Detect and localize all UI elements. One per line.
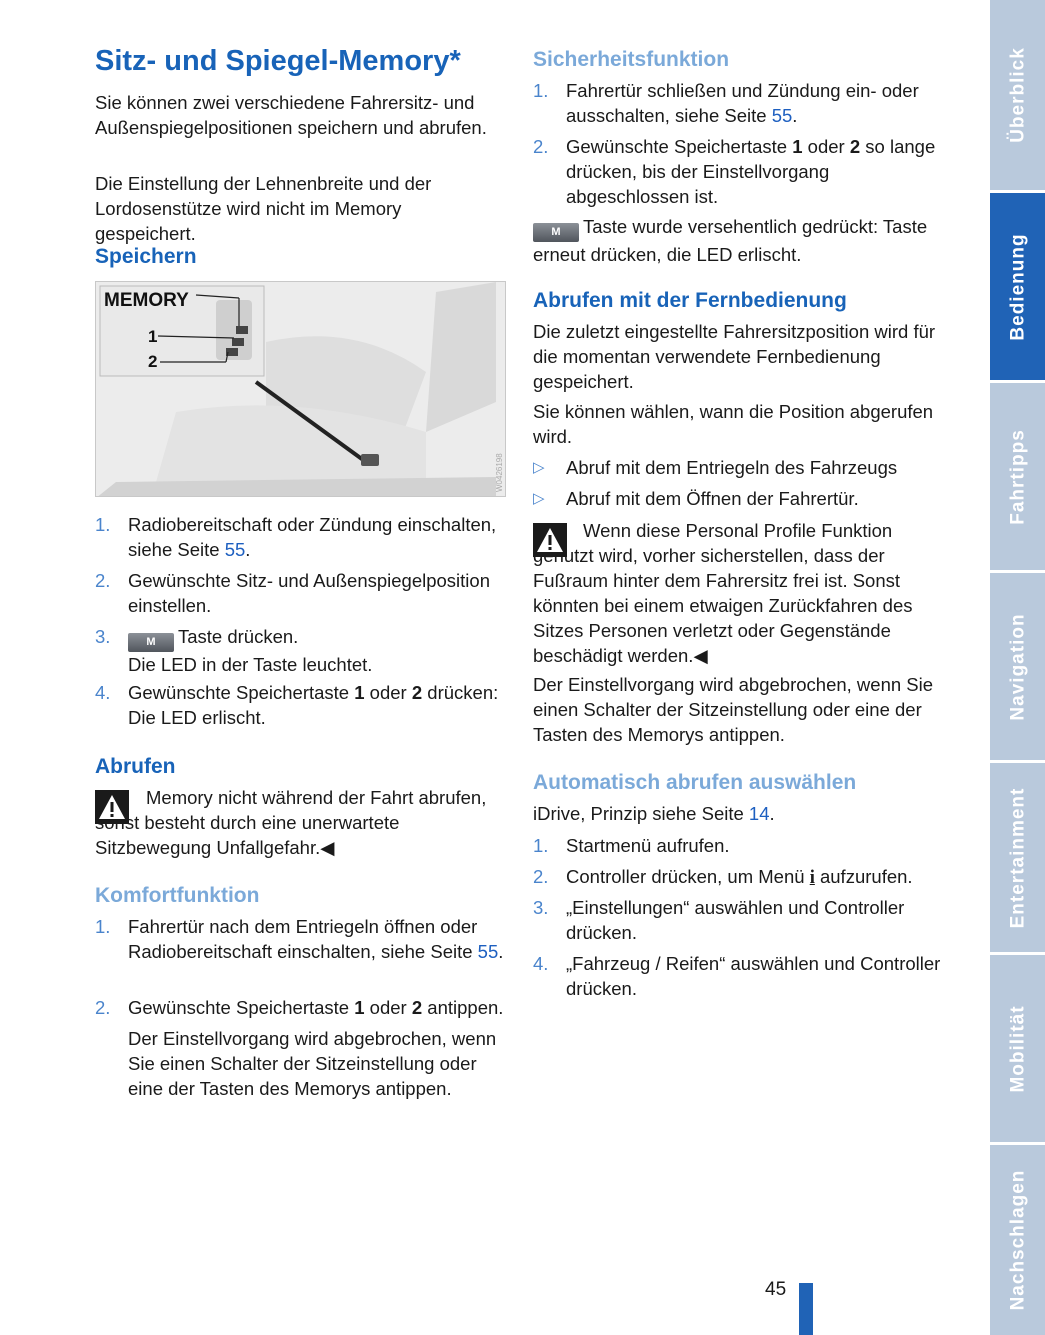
list-item: 1. Radiobereitschaft oder Zündung einschalten, siehe Seite 55.: [95, 514, 497, 560]
fern-paragraph-1: Die zuletzt eingestellte Fahrersitzposition wird für die momentan verwendete Fernbedienung gespeichert.: [533, 321, 936, 392]
intro-paragraph-2: Die Einstellung der Lehnenbreite und der Lordosenstütze wird nicht im Memory gespeichert.: [95, 173, 432, 244]
memory-label: MEMORY: [104, 290, 189, 311]
page-title: Sitz- und Spiegel-Memory*: [95, 45, 461, 77]
label-2: 2: [148, 352, 158, 371]
list-item: ▷ Abruf mit dem Entriegeln des Fahrzeugs: [533, 457, 898, 478]
tab-entertainment[interactable]: Entertainment: [990, 763, 1045, 955]
komfort-heading: Komfortfunktion: [95, 884, 260, 907]
list-item: 4. Gewünschte Speichertaste 1 oder 2 drücken: Die LED erlischt.: [95, 682, 499, 728]
list-item: 2. Gewünschte Speichertaste 1 oder 2 antippen. Der Einstellvorgang wird abgebrochen, wenn Sie einen Schalter der Sitzeinstellung oder eine der Tasten des Memorys antippen.: [95, 997, 504, 1099]
page-number: 45: [765, 1279, 787, 1300]
intro-paragraph-1: Sie können zwei verschiedene Fahrersitz- und Außenspiegelpositionen speichern und abrufen.: [95, 92, 487, 138]
page-marker-bar: [799, 1283, 813, 1335]
list-item: 3. „Einstellungen“ auswählen und Controller drücken.: [533, 897, 905, 943]
fern-paragraph-2: Sie können wählen, wann die Position abgerufen wird.: [533, 401, 934, 447]
list-item: 1. Startmenü aufrufen.: [533, 835, 730, 856]
list-item: 2. Controller drücken, um Menü i aufzurufen.: [533, 866, 913, 888]
tab-ueberblick[interactable]: Überblick: [990, 0, 1045, 193]
tab-bedienung[interactable]: Bedienung: [990, 193, 1045, 383]
label-1: 1: [148, 327, 158, 346]
bullet-arrow-icon: ▷: [533, 490, 545, 507]
list-item: ▷ Abruf mit dem Öffnen der Fahrertür.: [533, 488, 859, 509]
list-item: 2. Gewünschte Sitz- und Außenspiegelposition einstellen.: [95, 570, 490, 616]
list-item: 1. Fahrertür nach dem Entriegeln öffnen oder Radiobereitschaft einschalten, siehe Seite 55.: [95, 916, 504, 962]
bullet-arrow-icon: ▷: [533, 459, 545, 476]
memory-key-icon: M: [128, 633, 174, 652]
fernbedienung-heading: Abrufen mit der Fernbedienung: [533, 289, 847, 312]
sicherheit-note: M Taste wurde versehentlich gedrückt: Taste erneut drücken, die LED erlischt.: [533, 216, 928, 265]
tab-mobilitaet[interactable]: Mobilität: [990, 955, 1045, 1145]
list-item: 2. Gewünschte Speichertaste 1 oder 2 so lange drücken, bis der Einstellvorgang abgeschlossen ist.: [533, 136, 936, 207]
tab-fahrtipps[interactable]: Fahrtipps: [990, 383, 1045, 573]
list-item: 1. Fahrertür schließen und Zündung ein- oder ausschalten, siehe Seite 55.: [533, 80, 919, 126]
speichern-heading: Speichern: [95, 245, 197, 268]
auto-intro: iDrive, Prinzip siehe Seite 14.: [533, 803, 775, 824]
fern-paragraph-3: Der Einstellvorgang wird abgebrochen, wenn Sie einen Schalter der Sitzeinstellung oder eine der Tasten des Memorys antippen.: [533, 674, 934, 745]
list-item: 4. „Fahrzeug / Reifen“ auswählen und Controller drücken.: [533, 953, 941, 999]
seat-memory-figure: [95, 281, 506, 497]
seat-illustration: [96, 282, 506, 497]
chapter-sidebar: [990, 0, 1045, 1335]
memory-key-icon: M: [533, 223, 579, 242]
list-item: 3. M Taste drücken. Die LED in der Taste leuchtet.: [95, 626, 373, 675]
tab-nachschlagen[interactable]: Nachschlagen: [990, 1145, 1045, 1335]
abrufen-warning-text: Memory nicht während der Fahrt abrufen, sonst besteht durch eine unerwartete Sitzbewegung Unfallgefahr.◀: [95, 787, 487, 858]
tab-navigation[interactable]: Navigation: [990, 573, 1045, 763]
fern-warning-text: Wenn diese Personal Profile Funktion genutzt wird, vorher sicherstellen, dass der Fußraum hinter dem Fahrersitz frei ist. Sonst könnten bei einem etwaigen Zurückfahren des Sitzes Personen verletzt oder Gegenstände beschädigt werden.◀: [533, 520, 913, 666]
figure-code: W0426198: [495, 453, 504, 492]
info-menu-icon: i: [809, 868, 815, 888]
auto-heading: Automatisch abrufen auswählen: [533, 771, 857, 794]
sicherheit-heading: Sicherheitsfunktion: [533, 48, 730, 71]
abrufen-heading: Abrufen: [95, 755, 176, 778]
